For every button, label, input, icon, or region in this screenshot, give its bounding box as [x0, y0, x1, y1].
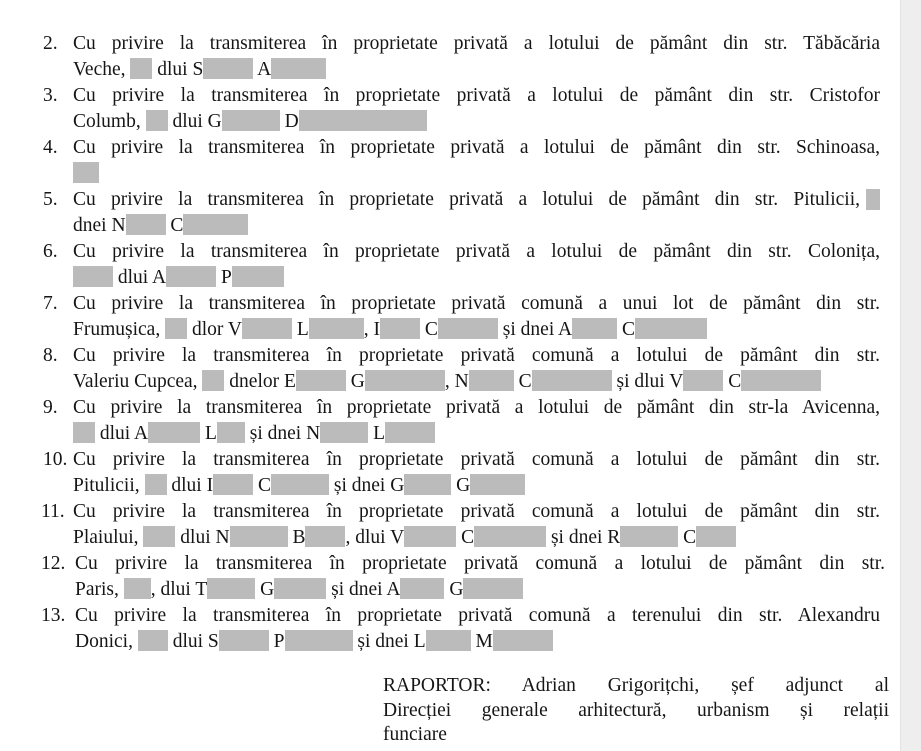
redaction-box — [219, 630, 269, 651]
text-segment: M — [470, 631, 493, 652]
redaction-box — [146, 110, 168, 131]
redaction-box — [148, 422, 200, 443]
text-segment: dlui A — [113, 267, 167, 288]
redaction-box — [126, 214, 166, 235]
redaction-box — [620, 526, 678, 547]
text-segment: G — [345, 371, 365, 392]
redaction-box — [124, 578, 151, 599]
redaction-box — [73, 266, 113, 287]
item-continuation — [73, 368, 821, 395]
item-number: 2. — [43, 33, 58, 54]
page-edge — [900, 0, 921, 751]
redaction-box — [271, 474, 329, 495]
item-continuation — [75, 628, 553, 655]
item-text: Cu privire la transmiterea în proprietate privată comună a lotului de pământ din str. — [73, 345, 880, 366]
text-segment: C — [513, 371, 532, 392]
item-text: Cu privire la transmiterea în proprietate privată comună a lotului de pământ din str. — [73, 449, 880, 470]
redaction-box — [271, 58, 326, 79]
redaction-box — [532, 370, 612, 391]
text-segment: și dlui V — [611, 371, 684, 392]
raportor-line-2: Direcției generale arhitectură, urbanism și relații — [383, 700, 889, 721]
text-segment: C — [253, 475, 271, 496]
text-segment: dlui A — [95, 423, 149, 444]
text-segment: P — [268, 631, 285, 652]
item-number: 6. — [43, 241, 58, 262]
text-segment: C — [456, 527, 475, 548]
redaction-box — [365, 370, 445, 391]
redaction-box — [309, 318, 364, 339]
redaction-box — [143, 526, 175, 547]
item-text: Cu privire la transmiterea în proprietate privată comună a lotului de pământ din str. — [73, 501, 880, 522]
text-segment: C — [678, 527, 697, 548]
text-segment: dlui N — [175, 527, 230, 548]
redaction-box — [380, 318, 420, 339]
text-segment: , dlui T — [150, 579, 208, 600]
item-text: Cu privire la transmiterea în proprietate privată comună a terenului din str. Alexandru — [75, 605, 880, 626]
item-continuation — [73, 472, 525, 499]
text-segment: Valeriu Cupcea, — [73, 371, 203, 392]
redaction-box — [404, 474, 451, 495]
redaction-box — [217, 422, 245, 443]
item-continuation — [73, 264, 284, 291]
raportor-line-1: RAPORTOR: Adrian Grigorițchi, șef adjunct al — [383, 675, 889, 696]
text-segment: dlui G — [167, 111, 222, 132]
text-segment: , N — [444, 371, 469, 392]
text-segment: A — [253, 59, 272, 80]
item-text: Cu privire la transmiterea în proprietate privată a lotului de pământ din str-la Avicenna, — [73, 397, 880, 418]
redaction-box — [635, 318, 707, 339]
redaction-box — [741, 370, 821, 391]
text-segment: C — [420, 319, 438, 340]
redaction-box — [296, 370, 346, 391]
text-segment: C — [165, 215, 184, 236]
redaction-box — [400, 578, 444, 599]
item-text: Cu privire la transmiterea în proprietate privată comună a unui lot de pământ din str. — [73, 293, 880, 314]
redaction-box — [207, 578, 255, 599]
text-segment: G — [451, 475, 471, 496]
item-continuation — [73, 160, 99, 187]
item-text: Cu privire la transmiterea în proprietate privată comună a lotului de pământ din str. — [75, 553, 885, 574]
item-number: 8. — [43, 345, 58, 366]
text-segment: și dnei A — [326, 579, 401, 600]
text-segment: Donici, — [75, 631, 138, 652]
item-continuation — [73, 524, 736, 551]
redaction-box — [165, 318, 187, 339]
redaction-box — [183, 214, 248, 235]
text-segment: Plaiului, — [73, 527, 144, 548]
item-text: Cu privire la transmiterea în proprietate privată a lotului de pământ din str. Colonița, — [73, 241, 880, 262]
redaction-box — [299, 110, 427, 131]
redaction-box — [404, 526, 456, 547]
redaction-box — [866, 189, 880, 210]
redaction-box — [438, 318, 498, 339]
item-number: 5. — [43, 189, 58, 210]
text-segment: D — [279, 111, 299, 132]
text-segment: Columb, — [73, 111, 146, 132]
text-segment: G — [255, 579, 275, 600]
redaction-box — [426, 630, 471, 651]
item-continuation — [73, 56, 326, 83]
redaction-box — [232, 266, 284, 287]
item-number: 3. — [43, 85, 58, 106]
redaction-box — [572, 318, 617, 339]
text-segment: dlui S — [167, 631, 219, 652]
text-segment: C — [723, 371, 742, 392]
redaction-box — [145, 474, 167, 495]
item-text: Cu privire la transmiterea în proprietate privată a lotului de pământ din str. Cristofor — [73, 85, 880, 106]
redaction-box — [242, 318, 292, 339]
redaction-box — [202, 370, 224, 391]
raportor-line-3: funciare — [383, 724, 447, 745]
text-segment: dnelor E — [224, 371, 296, 392]
item-continuation — [73, 108, 427, 135]
text-segment: Pitulicii, — [73, 475, 145, 496]
text-segment: L — [200, 423, 217, 444]
text-segment: dnei N — [73, 215, 126, 236]
redaction-box — [696, 526, 736, 547]
redaction-box — [285, 630, 353, 651]
text-segment: G — [444, 579, 464, 600]
item-text: Cu privire la transmiterea în proprietate privată a lotului de pământ din str. Pitulicii, — [73, 189, 860, 210]
redaction-box — [683, 370, 723, 391]
redaction-box — [463, 578, 523, 599]
item-continuation — [73, 420, 435, 447]
text-segment: L — [368, 423, 385, 444]
text-segment: și dnei G — [329, 475, 405, 496]
redaction-box — [474, 526, 546, 547]
text-segment: C — [617, 319, 636, 340]
text-segment: dlui S — [152, 59, 204, 80]
text-segment: L — [291, 319, 309, 340]
item-number: 4. — [43, 137, 58, 158]
redaction-box — [385, 422, 435, 443]
text-segment: Paris, — [75, 579, 124, 600]
redaction-box — [469, 370, 514, 391]
text-segment: B — [287, 527, 306, 548]
item-number: 10. — [43, 449, 68, 470]
redaction-box — [493, 630, 553, 651]
item-text: Cu privire la transmiterea în proprietate privată a lotului de pământ din str. Tăbăcăria — [73, 33, 880, 54]
redaction-box — [166, 266, 216, 287]
text-segment: Veche, — [73, 59, 131, 80]
redaction-box — [320, 422, 368, 443]
item-number: 9. — [43, 397, 58, 418]
text-segment: , dlui V — [345, 527, 405, 548]
text-segment: dlor V — [187, 319, 242, 340]
item-continuation — [73, 212, 248, 239]
text-segment: și dnei L — [352, 631, 426, 652]
text-segment: și dnei R — [546, 527, 621, 548]
item-continuation — [75, 576, 523, 603]
text-segment: Frumușica, — [73, 319, 166, 340]
item-number: 12. — [41, 553, 66, 574]
redaction-box — [213, 474, 253, 495]
redaction-box — [222, 110, 280, 131]
redaction-box — [230, 526, 288, 547]
redaction-box — [274, 578, 326, 599]
redaction-box — [73, 422, 95, 443]
redaction-box — [73, 162, 99, 183]
redaction-box — [203, 58, 253, 79]
item-number: 11. — [41, 501, 65, 522]
text-segment: și dnei A — [497, 319, 573, 340]
redaction-box — [138, 630, 168, 651]
text-segment: și dnei N — [244, 423, 321, 444]
item-number: 13. — [41, 605, 66, 626]
text-segment: , I — [363, 319, 381, 340]
text-segment: P — [216, 267, 232, 288]
item-number: 7. — [43, 293, 58, 314]
redaction-box — [305, 526, 345, 547]
item-text: Cu privire la transmiterea în proprietate privată a lotului de pământ din str. Schinoasa, — [73, 137, 880, 158]
redaction-box — [130, 58, 152, 79]
text-segment: dlui I — [166, 475, 214, 496]
redaction-box — [470, 474, 525, 495]
item-continuation — [73, 316, 707, 343]
